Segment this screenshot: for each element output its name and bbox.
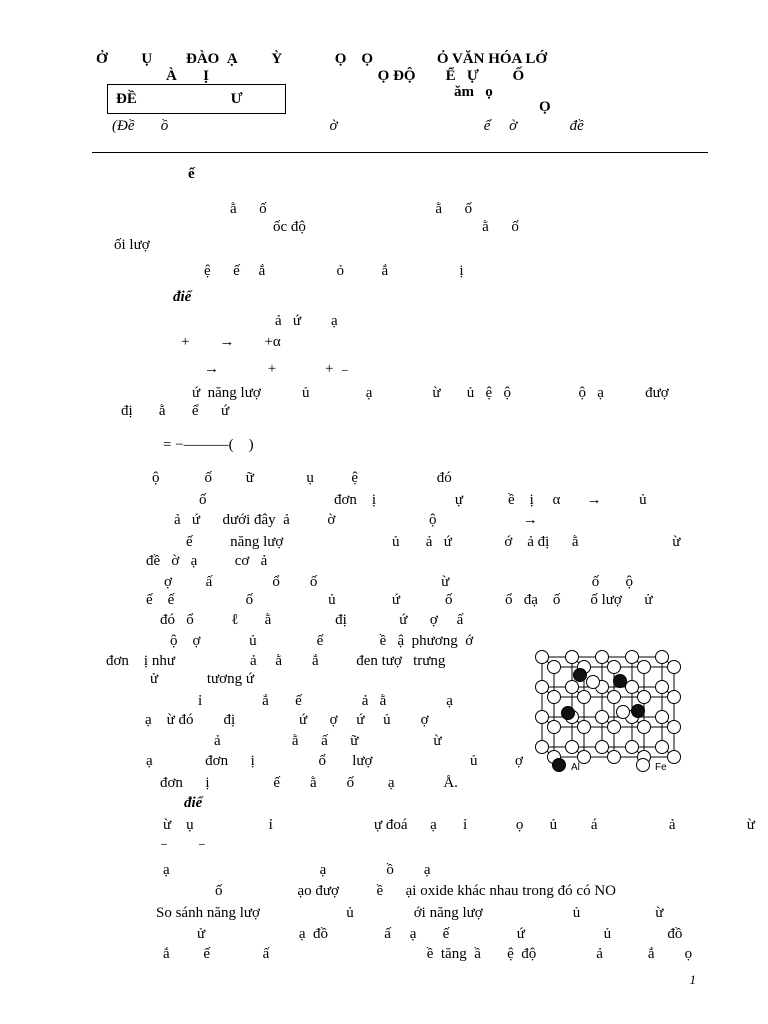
body-line: ả ứ dưới đây ả ờ ộ → <box>174 512 538 528</box>
header-exam-line: À Ị Ọ ĐỘ Ể Ự Ố <box>166 68 525 84</box>
fe-atom <box>548 721 561 734</box>
fe-atom <box>668 721 681 734</box>
body-line: So sánh năng lượ ủ ới năng lượ ủ ừ <box>156 905 664 921</box>
header-school-line: Ở Ụ ĐÀO Ạ Ỳ Ọ Ọ Ỏ VĂN HÓA LỚ <box>96 51 547 67</box>
fe-atom <box>626 741 639 754</box>
body-line: ạ đơn ị ố lượ ủ ợ <box>146 753 523 769</box>
fe-atom <box>617 706 630 719</box>
body-line: ộ ố ữ ụ ệ đó <box>152 470 452 486</box>
fe-atom <box>638 661 651 674</box>
fe-atom <box>536 711 549 724</box>
fe-atom <box>536 681 549 694</box>
fe-atom <box>578 721 591 734</box>
fe-atom <box>668 661 681 674</box>
formula-line: = −———( ) <box>163 437 254 453</box>
legend-al-label: Al <box>571 762 580 773</box>
body-line: ạ ạ ồ ạ <box>163 862 431 878</box>
score-note: điể <box>173 289 192 305</box>
body-line: ả ằ ấ ữ ừ <box>214 733 442 749</box>
fe-atom <box>548 691 561 704</box>
header-year-line: ăm ọ <box>454 84 493 100</box>
fe-atom <box>626 681 639 694</box>
fe-atom <box>566 651 579 664</box>
fe-atom <box>638 721 651 734</box>
body-line: ộ ợ ủ ế ề ậ phương ớ <box>170 633 474 649</box>
fe-atom <box>608 721 621 734</box>
al-atom <box>562 707 575 720</box>
fe-atom <box>656 711 669 724</box>
legend-fe-label: Fe <box>655 762 667 773</box>
fe-atom <box>656 681 669 694</box>
body-line: đị ằ ể ứ <box>121 403 230 419</box>
fe-atom <box>596 651 609 664</box>
fe-atom <box>626 651 639 664</box>
header-note-line: (Đề ồ ờ ể ờ đề <box>112 118 584 134</box>
body-line: ạ ừ đó đị ứ ợ ứ ủ ợ <box>145 712 429 728</box>
body-line: ừ ụ ỉ ự đoá ạ ỉ ọ ủ á ả ừ <box>163 817 755 833</box>
fe-atom <box>536 651 549 664</box>
fe-atom <box>668 751 681 764</box>
fe-atom <box>638 691 651 704</box>
body-line: ỉ ắ ế ả ằ ạ <box>198 693 453 709</box>
fe-atom <box>608 751 621 764</box>
header-subject-line: Ọ <box>539 99 551 115</box>
fe-atom <box>656 651 669 664</box>
fe-atom <box>596 711 609 724</box>
body-line: đơn ị như ả ằ ắ đen tượ trưng <box>106 653 446 669</box>
body-line: ốc độ ằ ố <box>273 219 519 235</box>
al-atom <box>614 675 627 688</box>
nuclear-equation-2: → + + ₋ <box>204 361 349 377</box>
body-line: đơn ị ế ằ ố ạ Å. <box>160 775 458 791</box>
fe-atom <box>596 741 609 754</box>
header-divider <box>92 152 708 153</box>
fe-atom-icon <box>636 758 650 772</box>
fe-atom <box>668 691 681 704</box>
body-line: ₋ ₋ <box>160 835 206 851</box>
fe-atom <box>536 741 549 754</box>
fe-atom <box>656 741 669 754</box>
fe-atom <box>587 676 600 689</box>
fe-atom <box>548 661 561 674</box>
body-line: ử tương ứ <box>150 671 254 687</box>
fe-atom <box>608 661 621 674</box>
crystal-lattice-figure <box>520 645 690 775</box>
body-line: ử ạ đồ ấ ạ ế ứ ủ đồ <box>197 926 683 942</box>
fe-atom <box>608 691 621 704</box>
question-heading: ế <box>188 166 195 182</box>
body-line: ố ạo đượ ề ại oxide khác nhau trong đó có NO <box>215 883 616 899</box>
body-line: ối lượ <box>114 237 150 253</box>
body-line: ợ ấ ổ ố ừ ố ộ <box>164 574 633 590</box>
body-line: ố đơn ị ự ề ị α → ủ <box>199 492 647 508</box>
al-atom-icon <box>552 758 566 772</box>
body-line: ế ế ố ủ ứ ố ổ đạ ố ố lượ ử <box>146 592 653 608</box>
al-atom <box>632 705 645 718</box>
official-exam-label: ĐỀ Ư <box>116 91 243 107</box>
body-line: ứ năng lượ ủ ạ ừ ủ ệ ộ ộ ạ đượ <box>192 385 669 401</box>
legend-al <box>552 758 580 775</box>
page-number: 1 <box>689 972 696 987</box>
body-line: đề ờ ạ cơ ả <box>146 553 268 569</box>
body-line: ế năng lượ ủ ả ứ ớ ả đị ằ ừ <box>186 534 681 550</box>
score-note: điể <box>184 795 203 811</box>
fe-atom <box>566 681 579 694</box>
body-line: đó ổ ℓ ằ đị ứ ợ ấ <box>160 612 464 628</box>
al-atom <box>574 669 587 682</box>
fe-atom <box>566 741 579 754</box>
body-line: ằ ố ằ ố <box>230 201 473 217</box>
body-line: ắ ế ấ ề tăng ầ ệ độ ả ắ ọ <box>163 946 693 962</box>
nuclear-equation-1: + → +α <box>181 334 281 350</box>
fe-atom <box>578 691 591 704</box>
legend-fe <box>636 758 667 775</box>
body-line: ả ứ ạ <box>275 313 338 329</box>
body-line: ệ ế ắ ỏ ắ ị <box>204 263 464 279</box>
